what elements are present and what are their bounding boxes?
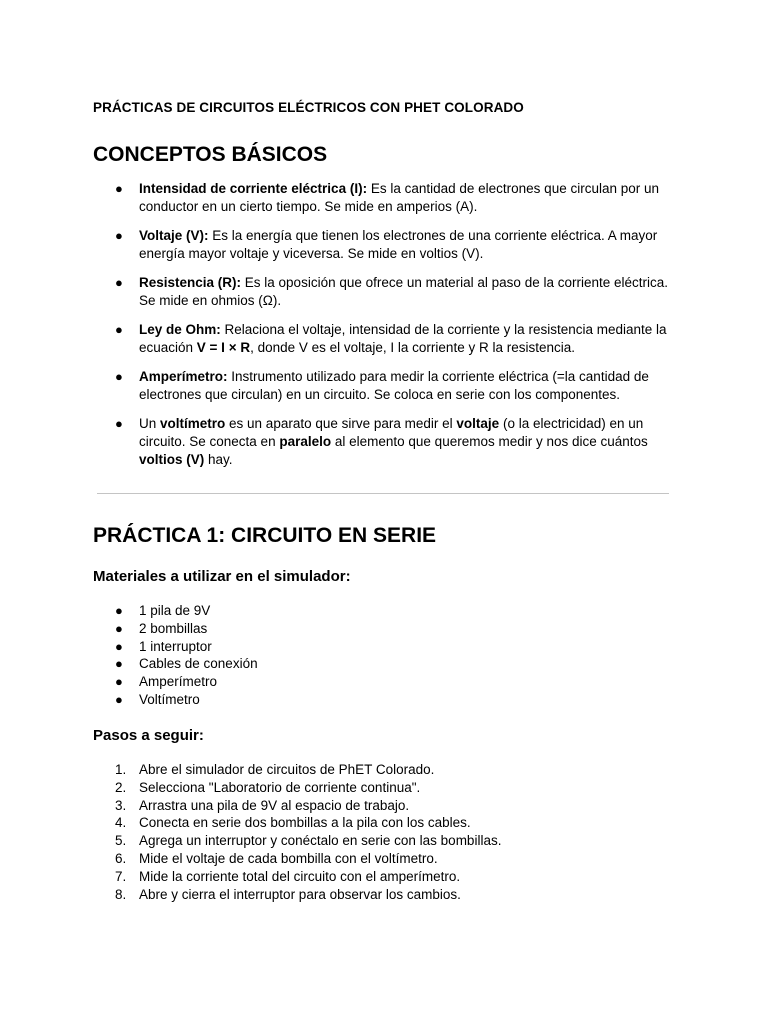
concept-term: Amperímetro:	[139, 369, 228, 384]
bullet-icon: ●	[115, 228, 123, 243]
step-item	[93, 850, 693, 868]
concept-text: Es la energía que tienen los electrones de una corriente eléctrica. A mayor energía mayor voltaje y viceversa. Se mide en voltios (V).	[139, 228, 658, 261]
step-item	[93, 832, 693, 850]
concept-text: Es la cantidad de electrones que circulan por un conductor en un cierto tiempo. Se mide en amperios (A).	[139, 181, 660, 214]
concept-item	[93, 180, 683, 216]
concept-text: , donde V es el voltaje, I la corriente y R la resistencia.	[250, 340, 575, 355]
step-item	[93, 814, 693, 832]
bullet-icon: ●	[115, 603, 123, 618]
concepts-heading: CONCEPTOS BÁSICOS	[93, 143, 328, 166]
bullet-icon: ●	[115, 656, 123, 672]
step-text: Abre y cierra el interruptor para observar los cambios.	[139, 886, 461, 902]
step-number: 3.	[115, 797, 127, 813]
material-label: 1 pila de 9V	[139, 603, 211, 618]
step-text: Selecciona "Laboratorio de corriente continua".	[139, 779, 421, 795]
step-number: 5.	[115, 833, 127, 849]
material-item	[93, 638, 693, 656]
document-title: PRÁCTICAS DE CIRCUITOS ELÉCTRICOS CON PHET COLORADO	[93, 100, 524, 115]
concept-text: Es la oposición que ofrece un material al paso de la corriente eléctrica. Se mide en ohmios (Ω).	[139, 275, 669, 308]
material-item	[93, 673, 693, 691]
bullet-icon: ●	[115, 638, 123, 654]
step-item	[93, 797, 693, 815]
bullet-icon: ●	[115, 181, 123, 196]
material-label: Cables de conexión	[139, 656, 258, 672]
step-text: Agrega un interruptor y conéctalo en serie con las bombillas.	[139, 833, 502, 849]
bullet-icon: ●	[115, 275, 123, 290]
step-item	[93, 761, 693, 779]
concept-term: Ley de Ohm:	[139, 322, 221, 337]
steps-heading: Pasos a seguir:	[93, 727, 204, 744]
material-item	[93, 691, 693, 709]
concept-term: voltios (V)	[139, 452, 205, 467]
material-item	[93, 655, 693, 673]
step-text: Conecta en serie dos bombillas a la pila con los cables.	[139, 815, 471, 831]
concept-text: Relaciona el voltaje, intensidad de la corriente y la resistencia mediante la ecuación	[139, 322, 667, 355]
concept-term: voltaje	[456, 416, 500, 431]
step-number: 6.	[115, 850, 127, 866]
step-text: Abre el simulador de circuitos de PhET Colorado.	[139, 762, 435, 777]
bullet-icon: ●	[115, 322, 123, 337]
concept-text: Instrumento utilizado para medir la corriente eléctrica (=la cantidad de electrones que circulan) en un circuito. Se coloca en serie con los componentes.	[139, 369, 649, 402]
concept-text: es un aparato que sirve para medir el	[225, 416, 457, 431]
material-label: Amperímetro	[139, 674, 218, 690]
concepts-list	[93, 180, 683, 480]
step-item	[93, 886, 693, 904]
concept-text: hay.	[204, 452, 233, 467]
bullet-icon: ●	[115, 620, 123, 636]
concept-text: Un	[139, 416, 161, 431]
step-number: 2.	[115, 779, 127, 795]
material-item	[93, 620, 693, 638]
concept-term: voltímetro	[160, 416, 226, 431]
material-label: 2 bombillas	[139, 620, 208, 636]
concept-item	[93, 321, 683, 357]
material-item	[93, 602, 693, 620]
material-label: 1 interruptor	[139, 638, 212, 654]
bullet-icon: ●	[115, 674, 123, 690]
concept-term: Voltaje (V):	[139, 228, 209, 243]
concept-term: Resistencia (R):	[139, 275, 242, 290]
concept-term: V = I × R	[196, 340, 251, 355]
concept-term: paralelo	[279, 434, 332, 449]
step-item	[93, 779, 693, 797]
concept-item	[93, 227, 683, 263]
step-text: Mide el voltaje de cada bombilla con el voltímetro.	[139, 850, 438, 866]
step-number: 1.	[115, 762, 127, 777]
bullet-icon: ●	[115, 416, 123, 431]
materials-heading: Materiales a utilizar en el simulador:	[93, 568, 351, 585]
concept-item	[93, 274, 683, 310]
horizontal-divider	[97, 493, 669, 494]
concept-term: Intensidad de corriente eléctrica (I):	[139, 181, 368, 196]
concept-text: al elemento que queremos medir y nos dice cuántos	[331, 434, 648, 449]
steps-list	[93, 761, 693, 903]
step-number: 8.	[115, 886, 127, 902]
step-number: 7.	[115, 868, 127, 884]
materials-list	[93, 602, 693, 709]
concept-text: (o la electricidad) en un circuito. Se conecta en	[139, 416, 644, 449]
bullet-icon: ●	[115, 691, 123, 707]
material-label: Voltímetro	[139, 691, 200, 707]
step-text: Arrastra una pila de 9V al espacio de trabajo.	[139, 797, 410, 813]
concept-item	[93, 368, 683, 404]
practice-heading: PRÁCTICA 1: CIRCUITO EN SERIE	[93, 524, 437, 547]
step-item	[93, 868, 693, 886]
concept-item	[93, 415, 683, 469]
step-text: Mide la corriente total del circuito con el amperímetro.	[139, 868, 461, 884]
bullet-icon: ●	[115, 369, 123, 384]
step-number: 4.	[115, 815, 127, 831]
